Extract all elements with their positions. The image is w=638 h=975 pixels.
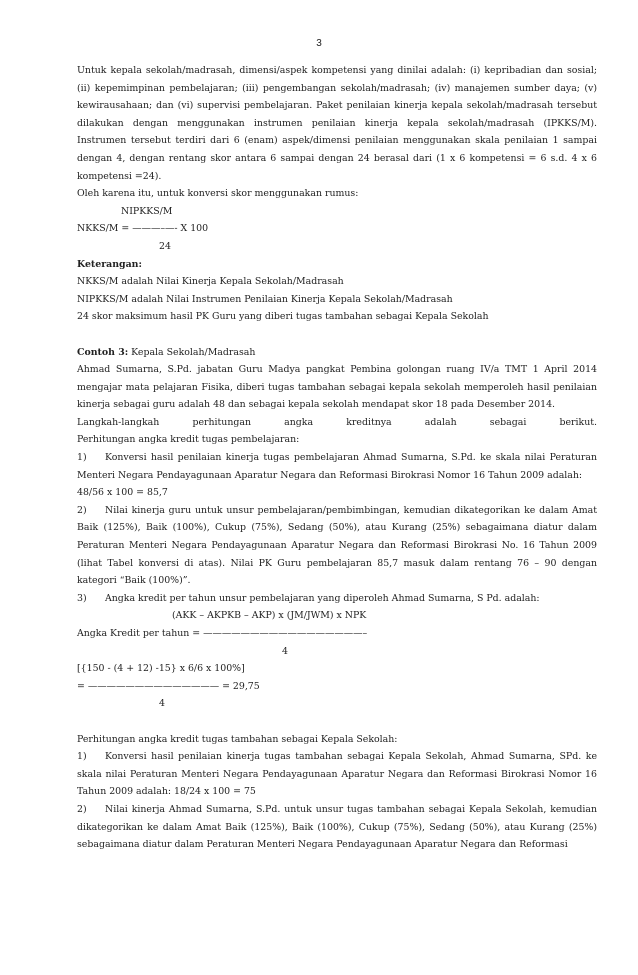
step-number: 2) [77,803,87,815]
step-3-formula-numerator: (AKK – AKPKB – AKP) x (JM/JWM) x NPK [172,610,367,622]
formula-numerator: NIPKKS/M [121,205,173,217]
keterangan-title: Keterangan: [77,258,142,270]
formula-line: NKKS/M = ———–—- X 100 [77,223,209,235]
tambahan-step-1 [77,748,597,801]
step-1-calc: 48/56 x 100 = 85,7 [77,487,168,499]
contoh-label: Contoh 3: [77,346,129,358]
step-number: 1) [77,452,87,464]
formula-intro: Oleh karena itu, untuk konversi skor menggunakan rumus: [77,188,359,200]
spacer [77,326,597,344]
keterangan-item: 24 skor maksimum hasil PK Guru yang diberi tugas tambahan sebagai Kepala Sekolah [77,311,489,323]
step-number: 2) [77,504,87,516]
step-number: 1) [77,751,87,763]
step-3-calc-numerator: [{150 - (4 + 12) -15} x 6/6 x 100%] [77,663,245,675]
contoh-paragraph: Ahmad Sumarna, S.Pd. jabatan Guru Madya pangkat Pembina golongan ruang IV/a TMT 1 April 2014 mengajar mata pelajaran Fisika, diberi tugas tambahan sebagai kepala sekolah memperoleh hasil penilaian kinerja sebagai guru adalah 48 dan sebagai kepala sekolah mendapat skor 18 pada Desember 2014. [77,364,597,411]
step-text: Nilai kinerja Ahmad Sumarna, S.Pd. untuk unsur tugas tambahan sebagai Kepala Sekolah, kemudian dikategorikan ke dalam Amat Baik (125%), Baik (100%), Cukup (75%), Sedang (50%), atau Kurang (25%) sebagaimana diatur dalam Peraturan Menteri Negara Pendayagunaan Aparatur Negara dan Reformasi [77,803,597,851]
tambahan-step-2 [77,801,597,854]
perhitungan-tambahan-heading: Perhitungan angka kredit tugas tambahan sebagai Kepala Sekolah: [77,733,398,745]
page-content [77,62,597,854]
step-text: Konversi hasil penilaian kinerja tugas tambahan sebagai Kepala Sekolah, Ahmad Sumarna, SPd. ke skala nilai Peraturan Menteri Negara Pendayagunaan Aparatur Negara dan Reformasi Birokrasi Nomor 16 Tahun 2009 adalah: 18/24 x 100 = 75 [77,751,597,798]
intro-paragraph: Untuk kepala sekolah/madrasah, dimensi/aspek kompetensi yang dinilai adalah: (i) kepribadian dan sosial; (ii) kepemimpinan pembelajaran; (iii) pengembangan sekolah/madrasah; (iv) manajemen sumber daya; (v) kewirausahaan; dan (vi) supervisi pembelajaran. Paket penilaian kinerja kepala sekolah/madrasah tersebut dilakukan dengan menggunakan instrumen penilaian kinerja kepala sekolah/madrasah (IPKKS/M). Instrumen tersebut terdiri dari 6 (enam) aspek/dimensi penilaian menggunakan skala penilaian 1 sampai dengan 4, dengan rentang skor antara 6 sampai dengan 24 berasal dari (1 x 6 kompetensi = 6 s.d. 4 x 6 kompetensi =24). [77,65,597,182]
step-number: 3) [77,592,87,604]
keterangan-item: NKKS/M adalah Nilai Kinerja Kepala Sekolah/Madrasah [77,276,344,288]
step-2 [77,502,597,590]
spacer [77,713,597,731]
step-text: Nilai kinerja guru untuk unsur pembelajaran/pembimbingan, kemudian dikategorikan ke dalam Amat Baik (125%), Baik (100%), Cukup (75%), Sedang (50%), atau Kurang (25%) sebagaimana diatur dalam Peraturan Menteri Negara Pendayagunaan Aparatur Negara dan Reformasi Birokrasi No. 16 Tahun 2009 (lihat Tabel konversi di atas). Nilai PK Guru pembelajaran 85,7 masuk dalam rentang 76 – 90 dengan kategori “Baik (100%)”. [77,504,597,587]
step-3-formula-denominator: 4 [282,645,288,657]
step-3-calc-line: = —————————————— = 29,75 [77,680,260,692]
step-1 [77,449,597,484]
step-text: Konversi hasil penilaian kinerja tugas pembelajaran Ahmad Sumarna, S.Pd. ke skala nilai Peraturan Menteri Negara Pendayagunaan Aparatur Negara dan Reformasi Birokrasi Nomor 16 Tahun 2009 adalah: [77,452,597,481]
formula-denominator: 24 [159,240,171,252]
step-3-calc-denominator: 4 [159,698,165,710]
step-3 [77,590,597,608]
step-text: Angka kredit per tahun unsur pembelajaran yang diperoleh Ahmad Sumarna, S Pd. adalah: [105,592,540,604]
perhitungan-pembelajaran-heading: Perhitungan angka kredit tugas pembelajaran: [77,434,300,446]
keterangan-item: NIPKKS/M adalah Nilai Instrumen Penilaian Kinerja Kepala Sekolah/Madrasah [77,293,453,305]
page-number: 3 [316,38,322,49]
step-3-formula-line: Angka Kredit per tahun = —————————————————– [77,628,368,639]
contoh-heading [77,344,597,362]
contoh-title: Kepala Sekolah/Madrasah [128,346,256,358]
langkah-line: Langkah-langkah perhitungan angka kreditnya adalah sebagai berikut. [77,416,597,428]
